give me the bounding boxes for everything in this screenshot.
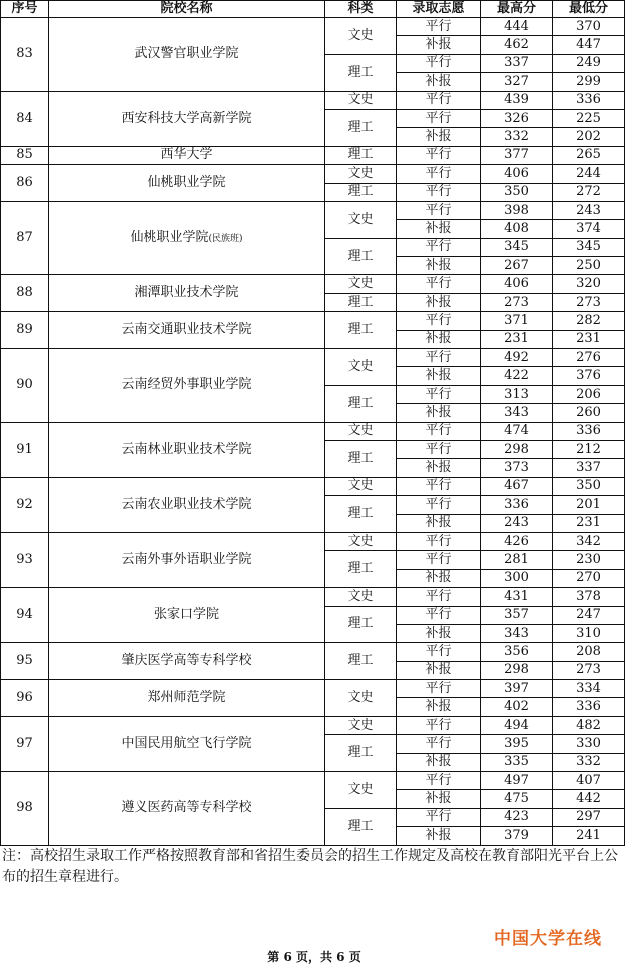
school-name: [49, 201, 325, 275]
subject-cell: 理工: [325, 440, 397, 477]
subject-cell: 理工: [325, 238, 397, 275]
batch-cell: 补报: [397, 827, 481, 845]
batch-cell: 平行: [397, 238, 481, 256]
subject-cell: 文史: [325, 18, 397, 55]
school-seq: 86: [1, 165, 49, 202]
max-score-cell: 357: [481, 606, 553, 624]
subject-cell: 文史: [325, 275, 397, 293]
school-name: [49, 716, 325, 771]
school-name: [49, 477, 325, 532]
batch-cell: 平行: [397, 496, 481, 514]
batch-cell: 平行: [397, 680, 481, 698]
header-school: 院校名称: [49, 1, 325, 18]
batch-cell: 补报: [397, 514, 481, 532]
table-row: [1, 422, 625, 440]
school-name: [49, 91, 325, 146]
batch-cell: 补报: [397, 220, 481, 238]
school-name: [49, 18, 325, 92]
subject-cell: 文史: [325, 165, 397, 183]
max-score-cell: 402: [481, 698, 553, 716]
max-score-cell: 406: [481, 165, 553, 183]
batch-cell: 平行: [397, 54, 481, 72]
header-seq: 序号: [1, 1, 49, 18]
school-seq: 98: [1, 772, 49, 846]
max-score-cell: 231: [481, 330, 553, 348]
batch-cell: 补报: [397, 624, 481, 642]
school-seq: 85: [1, 146, 49, 164]
subject-cell: 理工: [325, 735, 397, 772]
max-score-cell: 326: [481, 109, 553, 127]
min-score-cell: 376: [553, 367, 625, 385]
min-score-cell: 273: [553, 661, 625, 679]
subject-cell: 理工: [325, 551, 397, 588]
batch-cell: 平行: [397, 606, 481, 624]
min-score-cell: 370: [553, 18, 625, 36]
header-subject: 科类: [325, 1, 397, 18]
max-score-cell: 298: [481, 661, 553, 679]
batch-cell: 平行: [397, 588, 481, 606]
batch-cell: 平行: [397, 477, 481, 495]
subject-cell: 文史: [325, 349, 397, 386]
max-score-cell: 327: [481, 73, 553, 91]
min-score-cell: 310: [553, 624, 625, 642]
school-name-text: 西安科技大学高新学院: [121, 110, 252, 126]
max-score-cell: 335: [481, 753, 553, 771]
school-name: [49, 146, 325, 164]
subject-cell: 文史: [325, 532, 397, 550]
batch-cell: 平行: [397, 109, 481, 127]
min-score-cell: 297: [553, 808, 625, 826]
school-seq: 96: [1, 680, 49, 717]
table-row: [1, 275, 625, 293]
min-score-cell: 299: [553, 73, 625, 91]
max-score-cell: 300: [481, 569, 553, 587]
min-score-cell: 407: [553, 772, 625, 790]
min-score-cell: 282: [553, 312, 625, 330]
school-seq: 89: [1, 312, 49, 349]
batch-cell: 补报: [397, 367, 481, 385]
table-row: [1, 772, 625, 790]
min-score-cell: 337: [553, 459, 625, 477]
batch-cell: 平行: [397, 716, 481, 734]
min-score-cell: 482: [553, 716, 625, 734]
school-seq: 91: [1, 422, 49, 477]
batch-cell: 平行: [397, 735, 481, 753]
min-score-cell: 243: [553, 201, 625, 219]
max-score-cell: 462: [481, 36, 553, 54]
school-name-text: 云南农业职业技术学院: [121, 496, 252, 512]
school-name-text: 张家口学院: [153, 607, 219, 623]
min-score-cell: 336: [553, 91, 625, 109]
site-watermark: 中国大学在线: [494, 929, 602, 949]
max-score-cell: 467: [481, 477, 553, 495]
batch-cell: 平行: [397, 312, 481, 330]
school-name-text: 肇庆医学高等专科学校: [121, 653, 252, 669]
school-seq: 95: [1, 643, 49, 680]
school-seq: 88: [1, 275, 49, 312]
batch-cell: 平行: [397, 146, 481, 164]
subject-cell: 理工: [325, 293, 397, 311]
min-score-cell: 230: [553, 551, 625, 569]
max-score-cell: 406: [481, 275, 553, 293]
min-score-cell: 260: [553, 404, 625, 422]
school-name-text: 云南交通职业技术学院: [121, 322, 252, 338]
school-seq: 83: [1, 18, 49, 92]
batch-cell: 平行: [397, 165, 481, 183]
max-score-cell: 474: [481, 422, 553, 440]
max-score-cell: 492: [481, 349, 553, 367]
table-row: [1, 680, 625, 698]
max-score-cell: 267: [481, 257, 553, 275]
max-score-cell: 398: [481, 201, 553, 219]
school-name: [49, 422, 325, 477]
table-row: [1, 18, 625, 36]
max-score-cell: 337: [481, 54, 553, 72]
batch-cell: 平行: [397, 385, 481, 403]
max-score-cell: 281: [481, 551, 553, 569]
subject-cell: 文史: [325, 201, 397, 238]
table-row: [1, 588, 625, 606]
subject-cell: 文史: [325, 477, 397, 495]
min-score-cell: 374: [553, 220, 625, 238]
max-score-cell: 408: [481, 220, 553, 238]
max-score-cell: 298: [481, 440, 553, 458]
subject-cell: 理工: [325, 496, 397, 533]
min-score-cell: 241: [553, 827, 625, 845]
subject-cell: 理工: [325, 385, 397, 422]
min-score-cell: 276: [553, 349, 625, 367]
min-score-cell: 447: [553, 36, 625, 54]
max-score-cell: 494: [481, 716, 553, 734]
max-score-cell: 243: [481, 514, 553, 532]
subject-cell: 理工: [325, 146, 397, 164]
max-score-cell: 273: [481, 293, 553, 311]
header-min-score: 最低分: [553, 1, 625, 18]
school-name: [49, 165, 325, 202]
header-batch: 录取志愿: [397, 1, 481, 18]
footnote: 注：高校招生录取工作严格按照教育部和省招生委员会的招生工作规定及高校在教育部阳光平台上公布的招生章程进行。: [2, 848, 618, 885]
min-score-cell: 247: [553, 606, 625, 624]
batch-cell: 平行: [397, 275, 481, 293]
min-score-cell: 442: [553, 790, 625, 808]
table-row: [1, 312, 625, 330]
school-seq: 97: [1, 716, 49, 771]
subject-cell: 理工: [325, 606, 397, 643]
table-row: [1, 349, 625, 367]
max-score-cell: 336: [481, 496, 553, 514]
min-score-cell: 320: [553, 275, 625, 293]
min-score-cell: 225: [553, 109, 625, 127]
table-row: [1, 201, 625, 219]
batch-cell: 补报: [397, 293, 481, 311]
min-score-cell: 334: [553, 680, 625, 698]
table-row: [1, 532, 625, 550]
subject-cell: 理工: [325, 808, 397, 845]
school-name-text: 遵义医药高等专科学校: [121, 800, 252, 816]
school-name: [49, 588, 325, 643]
school-name: [49, 772, 325, 846]
max-score-cell: 313: [481, 385, 553, 403]
school-name: [49, 532, 325, 587]
batch-cell: 平行: [397, 201, 481, 219]
subject-cell: 文史: [325, 680, 397, 717]
min-score-cell: 231: [553, 330, 625, 348]
max-score-cell: 431: [481, 588, 553, 606]
subject-cell: 文史: [325, 772, 397, 809]
max-score-cell: 373: [481, 459, 553, 477]
max-score-cell: 345: [481, 238, 553, 256]
max-score-cell: 332: [481, 128, 553, 146]
subject-cell: 理工: [325, 109, 397, 146]
batch-cell: 补报: [397, 73, 481, 91]
min-score-cell: 272: [553, 183, 625, 201]
min-score-cell: 345: [553, 238, 625, 256]
school-name-text: 湘潭职业技术学院: [134, 285, 239, 301]
min-score-cell: 336: [553, 422, 625, 440]
min-score-cell: 202: [553, 128, 625, 146]
school-seq: 87: [1, 201, 49, 275]
header-max-score: 最高分: [481, 1, 553, 18]
min-score-cell: 270: [553, 569, 625, 587]
table-row: [1, 146, 625, 164]
school-name: [49, 680, 325, 717]
subject-cell: 理工: [325, 643, 397, 680]
min-score-cell: 244: [553, 165, 625, 183]
max-score-cell: 379: [481, 827, 553, 845]
max-score-cell: 343: [481, 404, 553, 422]
max-score-cell: 423: [481, 808, 553, 826]
school-seq: 90: [1, 349, 49, 423]
min-score-cell: 249: [553, 54, 625, 72]
batch-cell: 平行: [397, 808, 481, 826]
school-name-text: 西华大学: [160, 147, 213, 163]
max-score-cell: 422: [481, 367, 553, 385]
batch-cell: 补报: [397, 661, 481, 679]
min-score-cell: 201: [553, 496, 625, 514]
max-score-cell: 497: [481, 772, 553, 790]
school-name-text: 仙桃职业学院: [130, 229, 209, 245]
school-name: [49, 349, 325, 423]
table-header-row: [1, 1, 625, 18]
max-score-cell: 439: [481, 91, 553, 109]
min-score-cell: 206: [553, 385, 625, 403]
min-score-cell: 250: [553, 257, 625, 275]
school-seq: 93: [1, 532, 49, 587]
table-row: [1, 643, 625, 661]
max-score-cell: 343: [481, 624, 553, 642]
min-score-cell: 330: [553, 735, 625, 753]
min-score-cell: 378: [553, 588, 625, 606]
subject-cell: 文史: [325, 716, 397, 734]
min-score-cell: 273: [553, 293, 625, 311]
batch-cell: 平行: [397, 422, 481, 440]
min-score-cell: 265: [553, 146, 625, 164]
min-score-cell: 212: [553, 440, 625, 458]
subject-cell: 理工: [325, 183, 397, 201]
school-name-text: 中国民用航空飞行学院: [121, 735, 252, 751]
max-score-cell: 444: [481, 18, 553, 36]
batch-cell: 平行: [397, 532, 481, 550]
table-body: [1, 18, 625, 846]
batch-cell: 补报: [397, 753, 481, 771]
school-name-text: 云南外事外语职业学院: [121, 552, 252, 568]
max-score-cell: 395: [481, 735, 553, 753]
min-score-cell: 208: [553, 643, 625, 661]
school-name: [49, 312, 325, 349]
max-score-cell: 350: [481, 183, 553, 201]
batch-cell: 平行: [397, 440, 481, 458]
max-score-cell: 475: [481, 790, 553, 808]
table-row: [1, 91, 625, 109]
max-score-cell: 377: [481, 146, 553, 164]
school-name-text: 云南林业职业技术学院: [121, 441, 252, 457]
subject-cell: 理工: [325, 312, 397, 349]
batch-cell: 平行: [397, 349, 481, 367]
min-score-cell: 342: [553, 532, 625, 550]
school-name-text: 云南经贸外事职业学院: [121, 377, 252, 393]
table-row: [1, 716, 625, 734]
batch-cell: 补报: [397, 698, 481, 716]
batch-cell: 补报: [397, 36, 481, 54]
max-score-cell: 397: [481, 680, 553, 698]
batch-cell: 平行: [397, 643, 481, 661]
batch-cell: 平行: [397, 18, 481, 36]
batch-cell: 补报: [397, 790, 481, 808]
subject-cell: 文史: [325, 422, 397, 440]
school-name-text: 郑州师范学院: [147, 689, 226, 705]
batch-cell: 平行: [397, 183, 481, 201]
batch-cell: 补报: [397, 404, 481, 422]
school-name-text: 武汉警官职业学院: [134, 46, 239, 62]
school-name: [49, 643, 325, 680]
min-score-cell: 332: [553, 753, 625, 771]
table-row: [1, 165, 625, 183]
batch-cell: 补报: [397, 128, 481, 146]
page-number: 第 6 页，共 6 页: [267, 950, 361, 964]
batch-cell: 平行: [397, 91, 481, 109]
max-score-cell: 356: [481, 643, 553, 661]
school-name-note: (民族班): [208, 233, 243, 244]
school-name-text: 仙桃职业学院: [147, 175, 226, 191]
batch-cell: 补报: [397, 459, 481, 477]
min-score-cell: 336: [553, 698, 625, 716]
school-name: [49, 275, 325, 312]
batch-cell: 补报: [397, 257, 481, 275]
batch-cell: 平行: [397, 551, 481, 569]
batch-cell: 补报: [397, 330, 481, 348]
school-seq: 94: [1, 588, 49, 643]
school-seq: 84: [1, 91, 49, 146]
table-row: [1, 477, 625, 495]
max-score-cell: 371: [481, 312, 553, 330]
max-score-cell: 426: [481, 532, 553, 550]
min-score-cell: 350: [553, 477, 625, 495]
subject-cell: 理工: [325, 54, 397, 91]
batch-cell: 补报: [397, 569, 481, 587]
batch-cell: 平行: [397, 772, 481, 790]
min-score-cell: 231: [553, 514, 625, 532]
school-seq: 92: [1, 477, 49, 532]
subject-cell: 文史: [325, 91, 397, 109]
subject-cell: 文史: [325, 588, 397, 606]
